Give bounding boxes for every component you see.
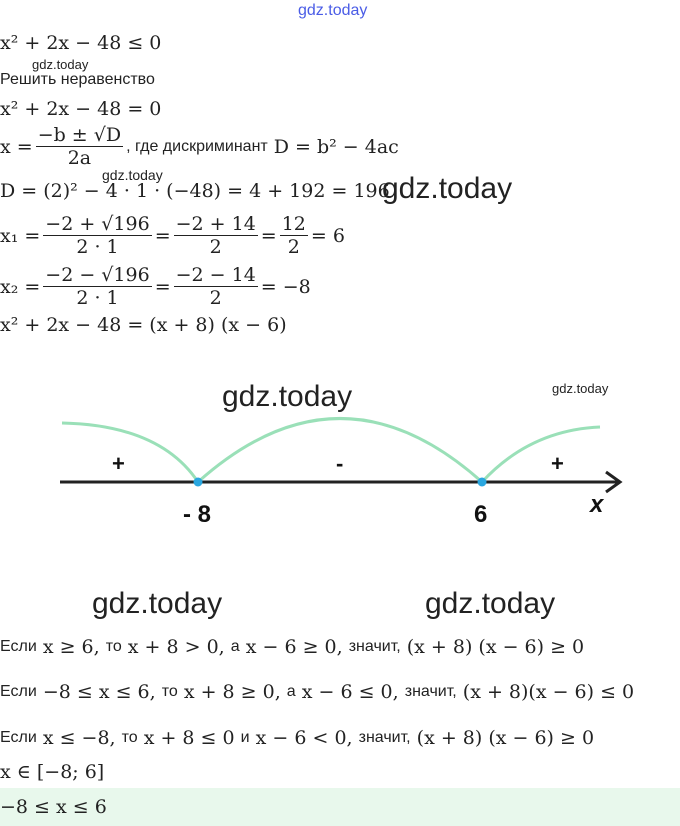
case1-condition: x ≥ 6, (42, 636, 100, 658)
solve-label: Решить неравенство (0, 71, 155, 88)
case3-if: Если (0, 729, 37, 746)
formula-text: , где дискриминант (126, 137, 268, 155)
x2-f1-numerator: −2 − √196 (45, 264, 150, 286)
case-2 (0, 681, 634, 703)
formula-denominator: 2a (67, 147, 92, 169)
case1-first: x + 8 > 0, (127, 636, 225, 658)
x1-f2-numerator: −2 + 14 (175, 213, 256, 235)
x1-f3-numerator: 12 (281, 213, 306, 235)
label-six: 6 (474, 501, 488, 528)
answer-text: −8 ≤ x ≤ 6 (0, 796, 107, 818)
watermark-small-2: gdz.today (102, 167, 163, 183)
discriminant-definition: D = b² − 4ac (273, 135, 399, 158)
x1-result: = 6 (310, 224, 345, 247)
watermark-large: gdz.today (382, 172, 513, 205)
watermark-large-3: gdz.today (92, 587, 223, 620)
x2-f1-denominator: 2 · 1 (76, 287, 119, 309)
case3-second: x − 6 < 0, (255, 727, 353, 749)
case1-result: (x + 8) (x − 6) ≥ 0 (406, 636, 585, 658)
case2-result: (x + 8)(x − 6) ≤ 0 (462, 681, 635, 703)
factored-line: x² + 2x − 48 = (x + 8) (x − 6) (0, 314, 287, 336)
case3-and: и (240, 729, 250, 746)
case1-and: а (230, 638, 240, 655)
x1-lhs: x₁ = (0, 224, 41, 247)
case-3 (0, 727, 594, 749)
case1-second: x − 6 ≥ 0, (245, 636, 343, 658)
case2-second: x − 6 ≤ 0, (301, 681, 399, 703)
interval-line: x ∈ [−8; 6] (0, 761, 105, 783)
case2-so: значит, (404, 683, 457, 700)
case3-condition: x ≤ −8, (42, 727, 116, 749)
watermark-small-3: gdz.today (552, 381, 609, 396)
formula-numerator: −b ± √D (37, 124, 122, 146)
root-formula (0, 124, 399, 169)
case2-if: Если (0, 683, 37, 700)
sign-arc-left (62, 423, 198, 482)
x1-fraction-3 (280, 213, 308, 258)
answer-box (0, 788, 680, 826)
root-x2: x₂ = $\frac{-2 - √196}{2 \cdot 1}$ = $\frac{-2 - 14}{2}$ = −8 (0, 264, 311, 309)
root-x1: x₁ = $\frac{-2 + √196}{2 \cdot 1}$ = $\frac{-2 + 14}{2}$ = $\frac{12}{2}$ = 6 (0, 213, 345, 258)
x2-result: = −8 (260, 275, 311, 298)
inequality-line: x² + 2x − 48 ≤ 0 (0, 32, 162, 54)
x1-fraction-2 (174, 213, 258, 258)
case2-first: x + 8 ≥ 0, (183, 681, 281, 703)
watermark-large-4: gdz.today (425, 587, 556, 620)
case1-then: то (105, 638, 122, 655)
case2-then: то (161, 683, 178, 700)
x2-fraction-1 (43, 264, 151, 309)
sign-right: + (551, 451, 564, 476)
x2-lhs: x₂ = (0, 275, 41, 298)
x2-f2-numerator: −2 − 14 (175, 264, 256, 286)
watermark-large-2: gdz.today (222, 380, 353, 413)
case-1 (0, 636, 584, 658)
watermark-top: gdz.today (298, 2, 368, 19)
sign-middle: - (336, 451, 344, 476)
formula-fraction (36, 124, 123, 169)
point-minus-eight (194, 478, 203, 487)
case3-so: значит, (358, 729, 411, 746)
x1-f3-denominator: 2 (287, 236, 300, 258)
x2-f2-denominator: 2 (209, 287, 222, 309)
case1-if: Если (0, 638, 37, 655)
case2-condition: −8 ≤ x ≤ 6, (42, 681, 156, 703)
case3-result: (x + 8) (x − 6) ≥ 0 (416, 727, 595, 749)
case1-so: значит, (348, 638, 401, 655)
axis-label-x: x (590, 491, 604, 518)
x1-f1-numerator: −2 + √196 (45, 213, 150, 235)
x1-f1-denominator: 2 · 1 (76, 236, 119, 258)
x2-fraction-2 (174, 264, 258, 309)
label-minus-eight: - 8 (183, 501, 212, 528)
sign-arc-right (482, 427, 600, 482)
sign-left: + (112, 451, 125, 476)
case3-then: то (121, 729, 138, 746)
case2-and: а (286, 683, 296, 700)
equation-line: x² + 2x − 48 = 0 (0, 98, 162, 120)
point-six (478, 478, 487, 487)
watermark-small: gdz.today (32, 57, 89, 72)
x1-fraction-1 (43, 213, 151, 258)
x1-f2-denominator: 2 (209, 236, 222, 258)
formula-lhs: x = (0, 135, 33, 158)
case3-first: x + 8 ≤ 0 (143, 727, 235, 749)
discriminant-calc: D = (2)² − 4 · 1 · (−48) = 4 + 192 = 196 (0, 180, 390, 202)
